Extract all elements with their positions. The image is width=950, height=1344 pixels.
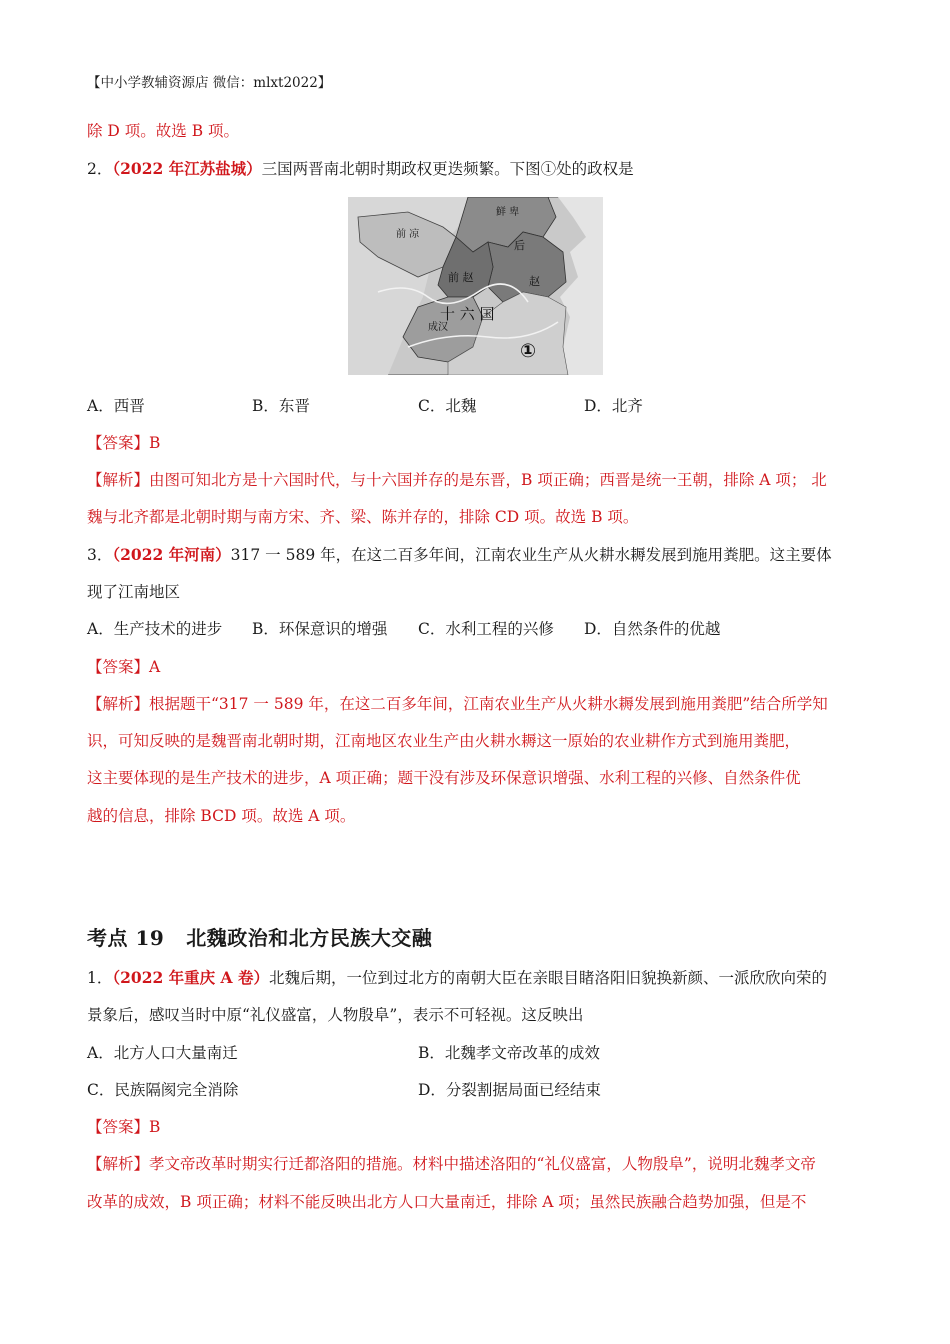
q3-analysis-line-2: 识，可知反映的是魏晋南北朝时期，江南地区农业生产由火耕水耨这一原始的农业耕作方式到施用粪肥， <box>87 732 801 750</box>
previous-analysis-tail: 除 D 项。故选 B 项。 <box>87 122 240 140</box>
map-label-shiliuguo: 十 六 国 <box>440 305 495 323</box>
s1-stem-line-1 <box>87 967 827 989</box>
q3-analysis-line-1: 【解析】根据题干“317 一 589 年，在这二百多年间，江南农业生产从火耕水耨发展到施用粪肥”结合所学知 <box>87 695 828 713</box>
s1-stem-line-2: 景象后，感叹当时中原“礼仪盛富，人物殷阜”，表示不可轻视。这反映出 <box>87 1006 584 1024</box>
q2-option-c: C．北魏 <box>418 397 477 415</box>
map-label-xianbei: 鲜 卑 <box>496 207 520 218</box>
q2-stem <box>87 158 634 180</box>
map-label-houzhao-1: 后 <box>514 239 525 252</box>
map-label-chenghan: 成汉 <box>428 322 448 333</box>
map-label-qianliang: 前 凉 <box>396 229 420 240</box>
section-title-text: 北魏政治和北方民族大交融 <box>186 926 433 950</box>
q3-number: 3． <box>87 546 113 564</box>
q2-source: （2022 年江苏盐城） <box>112 159 262 178</box>
q3-stem-line-2: 现了江南地区 <box>87 583 181 601</box>
page-header: 【中小学教辅资源店 微信：mlxt2022】 <box>87 75 332 91</box>
s1-number: 1． <box>87 969 113 987</box>
map-marker-1: ① <box>520 340 537 362</box>
q3-analysis-line-4: 越的信息，排除 BCD 项。故选 A 项。 <box>87 807 356 825</box>
section-number: 考点 19 <box>87 926 165 950</box>
sixteen-kingdoms-map <box>348 197 603 375</box>
s1-option-d: D．分裂割据局面已经结束 <box>418 1081 601 1099</box>
q2-option-a: A．西晋 <box>87 397 145 415</box>
s1-answer: 【答案】B <box>87 1118 161 1136</box>
q3-analysis-line-3: 这主要体现的是生产技术的进步，A 项正确；题干没有涉及环保意识增强、水利工程的兴修、自然条件优 <box>87 769 801 787</box>
q2-analysis-line-2: 魏与北齐都是北朝时期与南方宋、齐、梁、陈并存的，排除 CD 项。故选 B 项。 <box>87 508 639 526</box>
q3-option-a: A．生产技术的进步 <box>87 620 223 638</box>
q2-number: 2． <box>87 160 113 178</box>
s1-stem-text: 北魏后期，一位到过北方的南朝大臣在亲眼目睹洛阳旧貌换新颜、一派欣欣向荣的 <box>268 969 827 987</box>
s1-option-a: A．北方人口大量南迁 <box>87 1044 238 1062</box>
q2-option-b: B．东晋 <box>252 397 310 415</box>
q2-answer: 【答案】B <box>87 434 161 452</box>
q3-stem-text: 317 一 589 年，在这二百多年间，江南农业生产从火耕水耨发展到施用粪肥。这主要体 <box>230 546 832 564</box>
q2-map <box>348 197 603 375</box>
q2-option-d: D．北齐 <box>584 397 643 415</box>
q3-source: （2022 年河南） <box>112 545 231 564</box>
q3-option-b: B．环保意识的增强 <box>252 620 388 638</box>
q3-answer: 【答案】A <box>87 658 161 676</box>
s1-option-b: B．北魏孝文帝改革的成效 <box>418 1044 600 1062</box>
s1-analysis-line-1: 【解析】孝文帝改革时期实行迁都洛阳的措施。材料中描述洛阳的“礼仪盛富，人物殷阜”，说明北魏孝文帝 <box>87 1155 816 1173</box>
q3-option-d: D．自然条件的优越 <box>584 620 721 638</box>
q3-stem-line-1 <box>87 544 832 566</box>
s1-analysis-line-2: 改革的成效，B 项正确；材料不能反映出北方人口大量南迁，排除 A 项；虽然民族融合趋势加强，但是不 <box>87 1193 807 1211</box>
s1-option-c: C．民族隔阂完全消除 <box>87 1081 239 1099</box>
q3-option-c: C．水利工程的兴修 <box>418 620 554 638</box>
map-label-qianzhao: 前 赵 <box>448 271 474 284</box>
q2-stem-text: 三国两晋南北朝时期政权更迭频繁。下图①处的政权是 <box>261 160 634 178</box>
section-title <box>87 922 432 951</box>
s1-source: （2022 年重庆 A 卷） <box>112 968 269 987</box>
q2-analysis-line-1: 【解析】由图可知北方是十六国时代，与十六国并存的是东晋，B 项正确；西晋是统一王朝，排除 A 项； 北 <box>87 471 827 489</box>
map-label-houzhao-2: 赵 <box>529 275 540 288</box>
